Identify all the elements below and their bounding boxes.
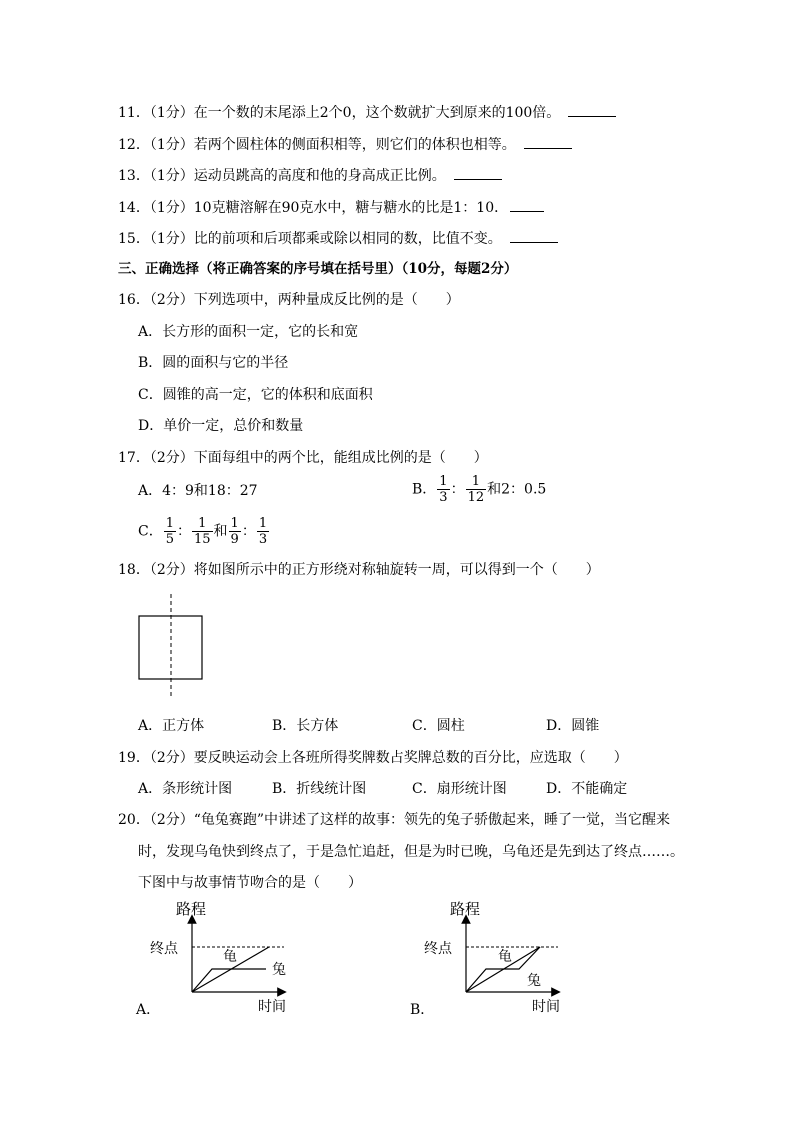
question-17-stem: 17．（2分）下面每组中的两个比，能组成比例的是（ ） — [118, 450, 488, 466]
q18-option-a[interactable]: A．正方体 — [138, 718, 205, 734]
question-20-line-2: 时，发现乌龟快到终点了，于是急忙追赶，但是为时已晚，乌龟还是先到达了终点……。 — [138, 844, 684, 860]
q16-option-c[interactable]: C．圆锥的高一定，它的体积和底面积 — [138, 387, 373, 403]
question-score: （1分） — [149, 137, 194, 153]
question-number: 12． — [118, 137, 150, 153]
q18-option-d[interactable]: D．圆锥 — [546, 718, 600, 734]
question-number: 14． — [118, 200, 150, 216]
q19-option-d[interactable]: D．不能确定 — [546, 781, 628, 797]
fraction: $\frac{1}{3}$ — [439, 474, 448, 505]
q18-option-c[interactable]: C．圆柱 — [412, 718, 465, 734]
question-number: 13． — [118, 168, 150, 184]
question-number: 11． — [118, 105, 150, 121]
fraction: $\frac{1}{12}$ — [467, 474, 485, 505]
question-score: （1分） — [149, 200, 194, 216]
colon: ： — [177, 523, 191, 540]
x-axis-label: 时间 — [258, 999, 286, 1015]
question-score: （1分） — [149, 168, 194, 184]
q17-option-a[interactable]: A．4：9和18：27 — [138, 483, 258, 499]
q19-option-b[interactable]: B．折线统计图 — [272, 781, 367, 797]
q16-option-a[interactable]: A．长方形的面积一定，它的长和宽 — [138, 324, 359, 340]
fraction: $\frac{1}{9}$ — [230, 516, 239, 547]
question-20-line-1: 20．（2分）“龟兔赛跑”中讲述了这样的故事：领先的兔子骄傲起来，睡了一觉，当它醒来 — [118, 812, 671, 828]
question-12 — [118, 134, 572, 155]
colon: ： — [241, 523, 256, 540]
tortoise-label: 龟 — [498, 949, 512, 965]
option-letter: B． — [412, 481, 437, 498]
question-score: （1分） — [149, 231, 194, 247]
graph-a[interactable] — [132, 895, 302, 1025]
question-19-stem: 19．（2分）要反映运动会上各班所得奖牌数占奖牌总数的百分比，应选取（ ） — [118, 750, 628, 766]
y-axis-label: 路程 — [176, 900, 207, 918]
rabbit-label: 兔 — [527, 973, 541, 989]
finish-label: 终点 — [150, 941, 178, 957]
answer-blank[interactable] — [454, 165, 502, 180]
answer-blank[interactable] — [510, 228, 558, 243]
q19-option-a[interactable]: A．条形统计图 — [138, 781, 233, 797]
option-label: B． — [410, 1002, 435, 1018]
q18-option-b[interactable]: B．长方体 — [272, 718, 339, 734]
question-15 — [118, 228, 558, 249]
tortoise-label: 龟 — [223, 949, 237, 965]
question-20-line-3: 下图中与故事情节吻合的是（ ） — [138, 875, 362, 891]
option-label: A． — [136, 1002, 161, 1018]
rabbit-label: 兔 — [272, 962, 286, 978]
question-text: 若两个圆柱体的侧面积相等，则它们的体积也相等。 — [193, 137, 516, 153]
finish-label: 终点 — [424, 941, 452, 957]
x-axis-label: 时间 — [532, 999, 560, 1015]
answer-blank[interactable] — [568, 102, 616, 117]
option-tail: 和2：0.5 — [487, 481, 547, 498]
question-number: 15． — [118, 231, 150, 247]
square-axis-figure — [130, 590, 220, 702]
q17-option-c[interactable] — [138, 516, 270, 547]
question-score: （1分） — [149, 105, 194, 121]
fraction: $\frac{1}{3}$ — [258, 516, 268, 547]
question-text: 运动员跳高的高度和他的身高成正比例。 — [193, 168, 446, 184]
conjunction: 和 — [213, 523, 228, 540]
q17-option-b[interactable] — [412, 474, 546, 505]
question-14 — [118, 197, 544, 218]
option-letter: C． — [138, 523, 163, 540]
question-text: 10克糖溶解在90克水中，糖与糖水的比是1：10． — [193, 200, 509, 216]
question-text: 在一个数的末尾添上2个0，这个数就扩大到原来的100倍。 — [193, 105, 561, 121]
y-axis-label: 路程 — [450, 900, 481, 918]
answer-blank[interactable] — [510, 197, 544, 212]
question-11 — [118, 102, 616, 123]
rabbit-line — [192, 969, 266, 992]
question-16-stem: 16．（2分）下列选项中，两种量成反比例的是（ ） — [118, 292, 460, 308]
section-heading: 三、正确选择（将正确答案的序号填在括号里）（10分，每题2分） — [118, 261, 518, 277]
colon: ： — [450, 481, 465, 498]
question-18-stem: 18．（2分）将如图所示中的正方形绕对称轴旋转一周，可以得到一个（ ） — [118, 562, 600, 578]
answer-blank[interactable] — [524, 134, 572, 149]
fraction: $\frac{1}{15}$ — [194, 516, 211, 547]
fraction: $\frac{1}{5}$ — [165, 516, 174, 547]
question-text: 比的前项和后项都乘或除以相同的数，比值不变。 — [193, 231, 502, 247]
question-13 — [118, 165, 502, 186]
q19-option-c[interactable]: C．扇形统计图 — [412, 781, 507, 797]
q16-option-b[interactable]: B．圆的面积与它的半径 — [138, 355, 289, 371]
q16-option-d[interactable]: D．单价一定，总价和数量 — [138, 418, 304, 434]
graph-b[interactable] — [406, 895, 576, 1025]
